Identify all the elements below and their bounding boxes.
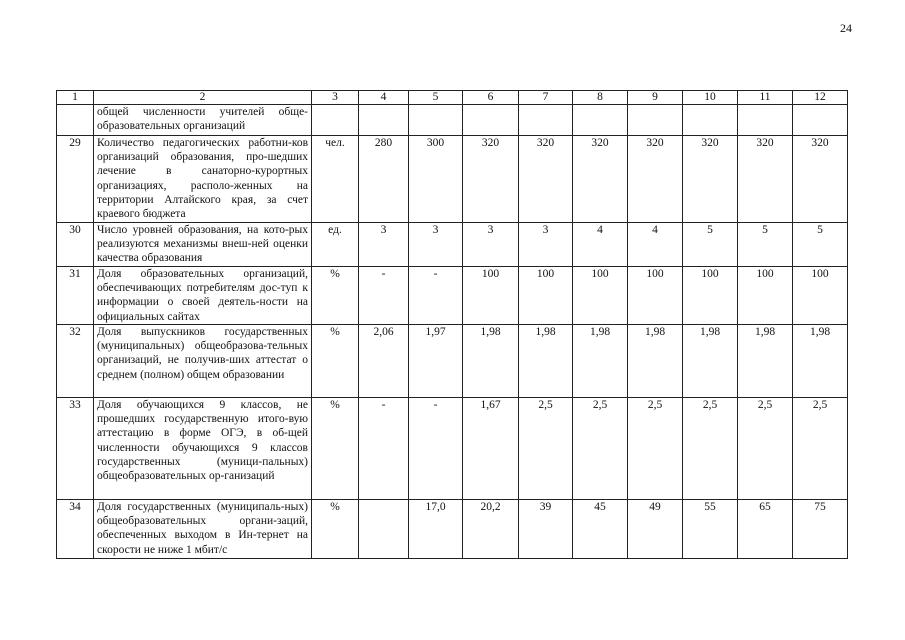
value-cell: 75 [793, 500, 848, 559]
unit-cell: % [312, 325, 359, 398]
value-cell [463, 105, 519, 136]
unit-cell: чел. [312, 136, 359, 223]
value-cell [359, 105, 409, 136]
row-number-cell: 31 [57, 267, 94, 325]
value-cell: 1,98 [628, 325, 683, 398]
value-cell: 320 [738, 136, 793, 223]
value-cell: 2,5 [793, 398, 848, 500]
value-cell: 320 [793, 136, 848, 223]
indicator-description-cell: Количество педагогических работни-ков организаций образования, про-шедших лечение в санаторно-курортных организациях, располо-женных на территории Алтайского края, за счет краевого бюджета [94, 136, 312, 223]
column-header: 5 [409, 91, 463, 105]
value-cell [409, 105, 463, 136]
column-header: 6 [463, 91, 519, 105]
column-header: 4 [359, 91, 409, 105]
table-row [57, 136, 848, 223]
value-cell: 3 [359, 223, 409, 267]
row-number-cell: 30 [57, 223, 94, 267]
value-cell [359, 500, 409, 559]
value-cell: 100 [573, 267, 628, 325]
row-number-cell: 29 [57, 136, 94, 223]
value-cell: 49 [628, 500, 683, 559]
column-header: 7 [519, 91, 573, 105]
header-row [57, 91, 848, 105]
value-cell [683, 105, 738, 136]
table-row [57, 500, 848, 559]
value-cell: - [359, 398, 409, 500]
value-cell [573, 105, 628, 136]
value-cell: 1,98 [519, 325, 573, 398]
value-cell: 2,5 [519, 398, 573, 500]
indicator-description-cell: Число уровней образования, на кото-рых реализуются механизмы внеш-ней оценки качества образования [94, 223, 312, 267]
column-header: 11 [738, 91, 793, 105]
value-cell: 3 [463, 223, 519, 267]
value-cell: 100 [683, 267, 738, 325]
row-number-cell: 33 [57, 398, 94, 500]
value-cell [519, 105, 573, 136]
value-cell: 100 [463, 267, 519, 325]
indicator-description-cell: Доля государственных (муниципаль-ных) общеобразовательных органи-заций, обеспеченных выходом в Ин-тернет на скорости не ниже 1 мбит/с [94, 500, 312, 559]
value-cell: 5 [793, 223, 848, 267]
value-cell: 320 [683, 136, 738, 223]
value-cell: 1,98 [463, 325, 519, 398]
value-cell: - [359, 267, 409, 325]
value-cell: 4 [573, 223, 628, 267]
unit-cell: % [312, 398, 359, 500]
value-cell: 45 [573, 500, 628, 559]
unit-cell [312, 105, 359, 136]
unit-cell: ед. [312, 223, 359, 267]
value-cell: 20,2 [463, 500, 519, 559]
value-cell: 2,5 [573, 398, 628, 500]
value-cell: 280 [359, 136, 409, 223]
column-header: 10 [683, 91, 738, 105]
value-cell: 300 [409, 136, 463, 223]
column-header: 9 [628, 91, 683, 105]
value-cell: 2,5 [683, 398, 738, 500]
column-header: 1 [57, 91, 94, 105]
row-number-cell: 32 [57, 325, 94, 398]
value-cell: 5 [738, 223, 793, 267]
table-body [57, 105, 848, 559]
column-header: 8 [573, 91, 628, 105]
table-row [57, 105, 848, 136]
value-cell [628, 105, 683, 136]
column-header: 12 [793, 91, 848, 105]
value-cell: 100 [738, 267, 793, 325]
indicator-description-cell: Доля обучающихся 9 классов, не прошедших государственную итого-вую аттестацию в форме ОГЭ, в об-щей численности обучающихся 9 классов государственных (муници-пальных) общеобразовательных ор-ганизаций [94, 398, 312, 500]
table-row [57, 223, 848, 267]
value-cell: 65 [738, 500, 793, 559]
value-cell: 5 [683, 223, 738, 267]
value-cell [793, 105, 848, 136]
value-cell: - [409, 398, 463, 500]
value-cell: 320 [573, 136, 628, 223]
value-cell: 100 [519, 267, 573, 325]
table-row [57, 325, 848, 398]
value-cell: 2,06 [359, 325, 409, 398]
value-cell: 4 [628, 223, 683, 267]
value-cell: 1,98 [573, 325, 628, 398]
value-cell: - [409, 267, 463, 325]
value-cell: 320 [519, 136, 573, 223]
value-cell: 3 [409, 223, 463, 267]
value-cell: 320 [463, 136, 519, 223]
row-number-cell: 34 [57, 500, 94, 559]
value-cell: 100 [793, 267, 848, 325]
value-cell: 1,98 [793, 325, 848, 398]
value-cell: 100 [628, 267, 683, 325]
indicator-description-cell: общей численности учителей обще-образовательных организаций [94, 105, 312, 136]
table-row [57, 267, 848, 325]
unit-cell: % [312, 500, 359, 559]
value-cell: 55 [683, 500, 738, 559]
column-header: 3 [312, 91, 359, 105]
column-header: 2 [94, 91, 312, 105]
table-row [57, 398, 848, 500]
indicator-description-cell: Доля выпускников государственных (муниципальных) общеобразова-тельных организаций, не получив-ших аттестат о среднем (полном) общем образовании [94, 325, 312, 398]
value-cell: 1,97 [409, 325, 463, 398]
row-number-cell [57, 105, 94, 136]
value-cell: 1,98 [738, 325, 793, 398]
indicator-description-cell: Доля образовательных организаций, обеспечивающих потребителям дос-туп к информации о своей деятель-ности на официальных сайтах [94, 267, 312, 325]
value-cell: 2,5 [738, 398, 793, 500]
unit-cell: % [312, 267, 359, 325]
value-cell: 17,0 [409, 500, 463, 559]
value-cell [738, 105, 793, 136]
page-number: 24 [840, 21, 852, 35]
indicator-table [56, 90, 848, 559]
value-cell: 39 [519, 500, 573, 559]
value-cell: 2,5 [628, 398, 683, 500]
value-cell: 1,98 [683, 325, 738, 398]
value-cell: 1,67 [463, 398, 519, 500]
value-cell: 3 [519, 223, 573, 267]
value-cell: 320 [628, 136, 683, 223]
